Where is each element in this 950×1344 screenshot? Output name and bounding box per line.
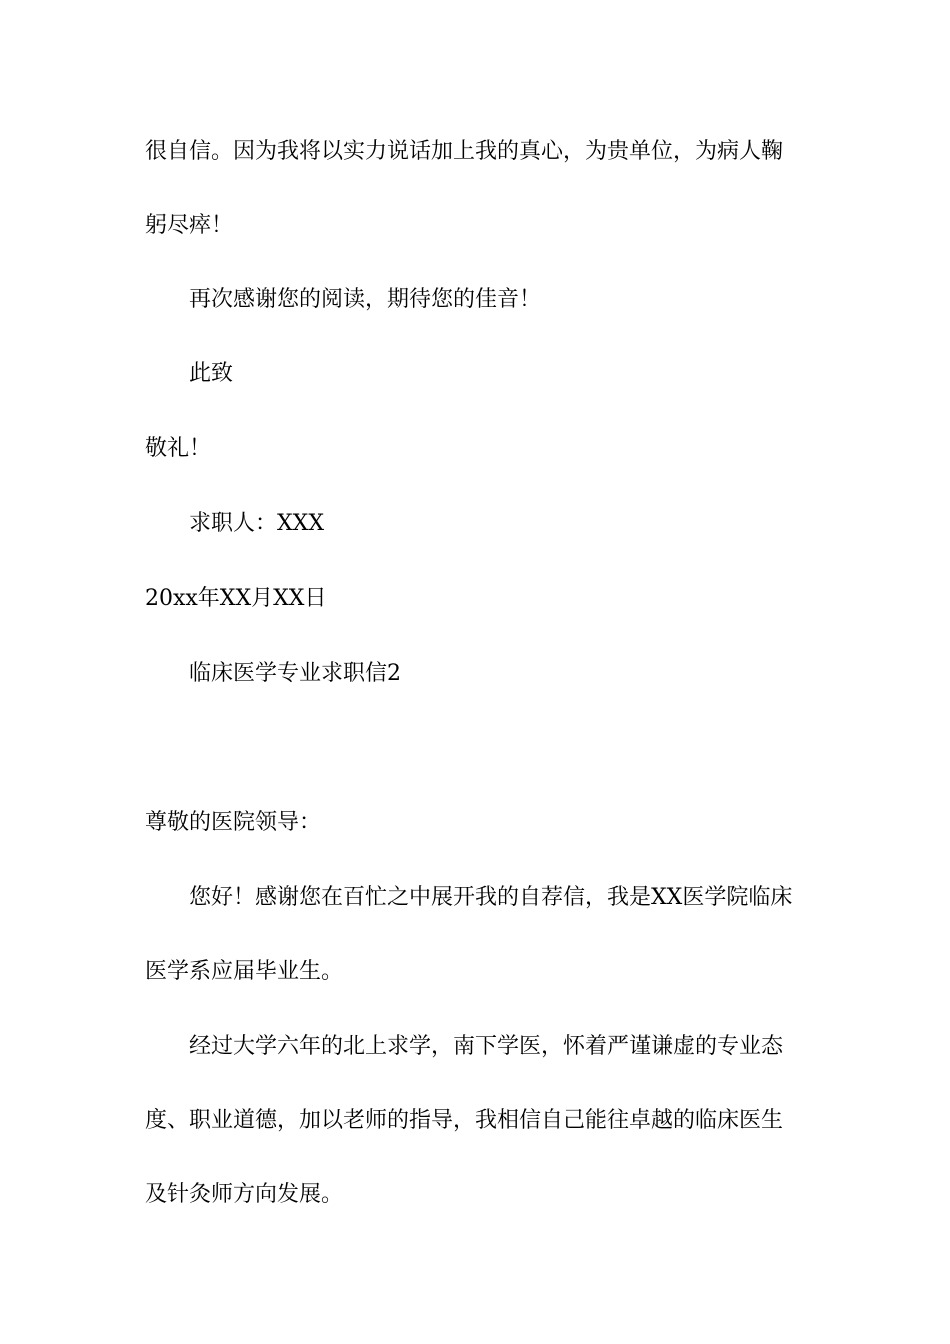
closing-regards: 敬礼！ bbox=[145, 436, 212, 461]
letter-greeting: 尊敬的医院领导： bbox=[145, 810, 322, 835]
paragraph-line: 及针灸师方向发展。 bbox=[145, 1182, 344, 1207]
thanks-line: 再次感谢您的阅读，期待您的佳音！ bbox=[189, 287, 542, 312]
letter-date: 20xx年XX月XX日 bbox=[145, 586, 327, 611]
paragraph-line: 度、职业道德，加以老师的指导，我相信自己能往卓越的临床医生 bbox=[145, 1108, 784, 1133]
applicant-signature: 求职人：XXX bbox=[189, 511, 324, 536]
paragraph-line: 您好！感谢您在百忙之中展开我的自荐信，我是XX医学院临床 bbox=[189, 885, 793, 910]
paragraph-line: 医学系应届毕业生。 bbox=[145, 959, 344, 984]
section-title: 临床医学专业求职信2 bbox=[189, 661, 401, 686]
paragraph-line: 经过大学六年的北上求学，南下学医，怀着严谨谦虚的专业态 bbox=[189, 1034, 784, 1059]
closing-salutation: 此致 bbox=[189, 361, 234, 386]
paragraph-line: 很自信。因为我将以实力说话加上我的真心，为贵单位，为病人鞠 bbox=[145, 139, 784, 164]
paragraph-line: 躬尽瘁！ bbox=[145, 213, 234, 238]
